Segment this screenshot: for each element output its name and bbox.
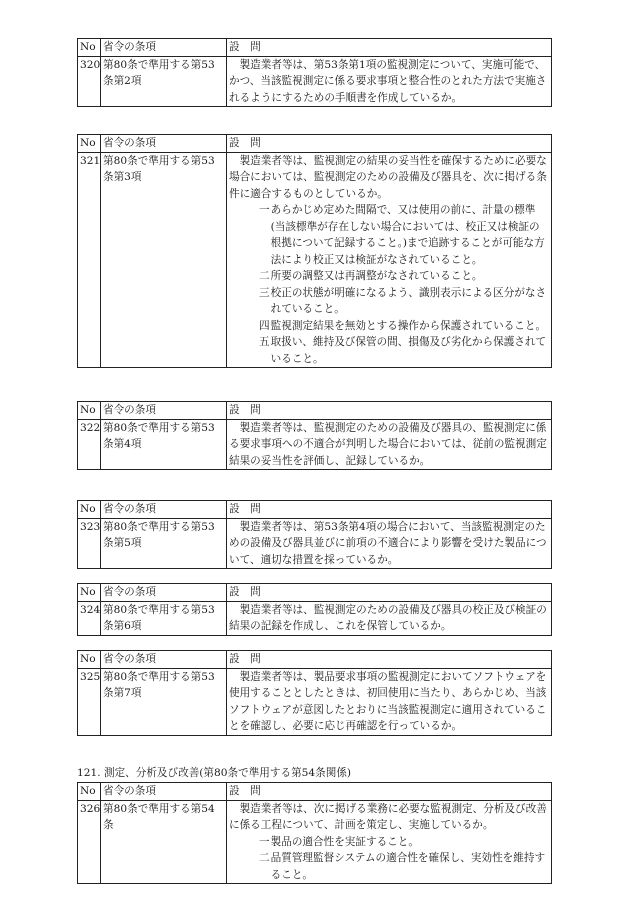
header-no: No: [78, 584, 101, 602]
header-article: 省令の条項: [101, 402, 227, 420]
table-header: [78, 501, 552, 519]
section-title: 121. 測定、分析及び改善(第80条で準用する第54条関係): [77, 767, 352, 779]
article-reference: 第80条で準用する第53条第4項: [101, 419, 227, 470]
question-table-320: [77, 38, 552, 107]
item-number: 一: [259, 204, 270, 216]
question-number: 326: [78, 800, 101, 884]
list-item: [259, 850, 549, 883]
question-text: 製造業者等は、監視測定のための設備及び器具の、監視測定に係る要求事項への不適合が判明した場合においては、従前の監視測定結果の妥当性を評価し、記録しているか。: [229, 421, 547, 467]
header-article: 省令の条項: [101, 783, 227, 801]
table-header: [78, 39, 552, 57]
question-table-326: [77, 782, 552, 884]
question-text-cell: [227, 152, 552, 368]
table-row: [78, 668, 552, 735]
item-text: 製品の適合性を実証すること。: [270, 835, 419, 848]
article-reference: 第80条で準用する第54条: [101, 800, 227, 884]
list-item: [259, 268, 549, 285]
question-text: 製造業者等は、第53条第1項の監視測定について、実施可能で、かつ、当該監視測定に係る要求事項と整合性のとれた方法で実施されるようにするための手順書を作成しているか。: [229, 58, 547, 104]
table-row: [78, 152, 552, 368]
article-reference: 第80条で準用する第53条第3項: [101, 152, 227, 368]
question-text-cell: [227, 800, 552, 884]
article-reference: 第80条で準用する第53条第5項: [101, 518, 227, 569]
list-item: [259, 202, 549, 268]
question-text: 製造業者等は、監視測定のための設備及び器具の校正及び検証の結果の記録を作成し、これを保管しているか。: [229, 603, 547, 632]
question-table-325: [77, 650, 552, 736]
header-no: No: [78, 402, 101, 420]
header-question: 設 問: [227, 135, 552, 153]
question-number: 322: [78, 419, 101, 470]
question-table-323: [77, 500, 552, 569]
task-list: [229, 834, 549, 884]
table-row: [78, 56, 552, 107]
table-row: [78, 601, 552, 635]
question-text: 製造業者等は、次に掲げる業務に必要な監視測定、分析及び改善に係る工程について、計画を策定し、実施しているか。: [229, 802, 547, 831]
list-item: [259, 334, 549, 367]
header-question: 設 問: [227, 651, 552, 669]
header-question: 設 問: [227, 501, 552, 519]
article-reference: 第80条で準用する第53条第2項: [101, 56, 227, 107]
header-question: 設 問: [227, 39, 552, 57]
header-question: 設 問: [227, 402, 552, 420]
list-item: [259, 834, 549, 851]
header-no: No: [78, 501, 101, 519]
question-table-324: [77, 583, 552, 636]
question-text-cell: [227, 419, 552, 470]
header-no: No: [78, 783, 101, 801]
table-header: [78, 402, 552, 420]
question-text: 製造業者等は、製品要求事項の監視測定においてソフトウェアを使用することとしたときは、初回使用に当たり、あらかじめ、当該ソフトウェアが意図したとおりに当該監視測定に適用されていることを確認し、必要に応じ再確認を行っているか。: [229, 670, 547, 732]
question-text-cell: [227, 56, 552, 107]
item-number: 二: [259, 270, 270, 282]
question-number: 321: [78, 152, 101, 368]
article-reference: 第80条で準用する第53条第6項: [101, 601, 227, 635]
header-article: 省令の条項: [101, 135, 227, 153]
item-text: 監視測定結果を無効とする操作から保護されていること。: [270, 319, 547, 332]
table-row: [78, 419, 552, 470]
item-number: 五: [259, 336, 270, 348]
question-text-cell: [227, 518, 552, 569]
question-text-cell: [227, 668, 552, 735]
condition-list: [229, 202, 549, 367]
header-article: 省令の条項: [101, 39, 227, 57]
item-text: あらかじめ定めた間隔で、又は使用の前に、計量の標準(当該標準が存在しない場合においては、校正又は検証の根拠について記録すること。)まで追跡することが可能な方法により校正又は検証がなされていること。: [270, 204, 545, 266]
table-row: [78, 800, 552, 884]
item-number: 二: [259, 852, 270, 864]
article-reference: 第80条で準用する第53条第7項: [101, 668, 227, 735]
table-header: [78, 783, 552, 801]
question-text-cell: [227, 601, 552, 635]
table-header: [78, 135, 552, 153]
question-number: 323: [78, 518, 101, 569]
question-number: 320: [78, 56, 101, 107]
header-article: 省令の条項: [101, 584, 227, 602]
header-question: 設 問: [227, 584, 552, 602]
header-no: No: [78, 651, 101, 669]
question-table-322: [77, 401, 552, 470]
item-text: 所要の調整又は再調整がなされていること。: [270, 270, 483, 282]
table-header: [78, 584, 552, 602]
table-header: [78, 651, 552, 669]
question-table-321: [77, 134, 552, 368]
question-number: 325: [78, 668, 101, 735]
list-item: [259, 318, 549, 335]
item-text: 品質管理監督システムの適合性を確保し、実効性を維持すること。: [270, 852, 546, 881]
item-number: 三: [259, 286, 270, 299]
item-number: 四: [259, 319, 270, 332]
header-article: 省令の条項: [101, 501, 227, 519]
header-no: No: [78, 135, 101, 153]
table-row: [78, 518, 552, 569]
header-question: 設 問: [227, 783, 552, 801]
question-text: 製造業者等は、監視測定の結果の妥当性を確保するために必要な場合においては、監視測定のための設備及び器具を、次に掲げる条件に適合するものとしているか。: [229, 154, 547, 200]
header-no: No: [78, 39, 101, 57]
item-number: 一: [259, 835, 270, 848]
question-number: 324: [78, 601, 101, 635]
list-item: [259, 285, 549, 318]
item-text: 取扱い、維持及び保管の間、損傷及び劣化から保護されていること。: [270, 336, 547, 365]
question-text: 製造業者等は、第53条第4項の場合において、当該監視測定のための設備及び器具並びに前項の不適合により影響を受けた製品について、適切な措置を採っているか。: [229, 520, 547, 566]
item-text: 校正の状態が明確になるよう、識別表示による区分がなされていること。: [270, 286, 547, 315]
header-article: 省令の条項: [101, 651, 227, 669]
